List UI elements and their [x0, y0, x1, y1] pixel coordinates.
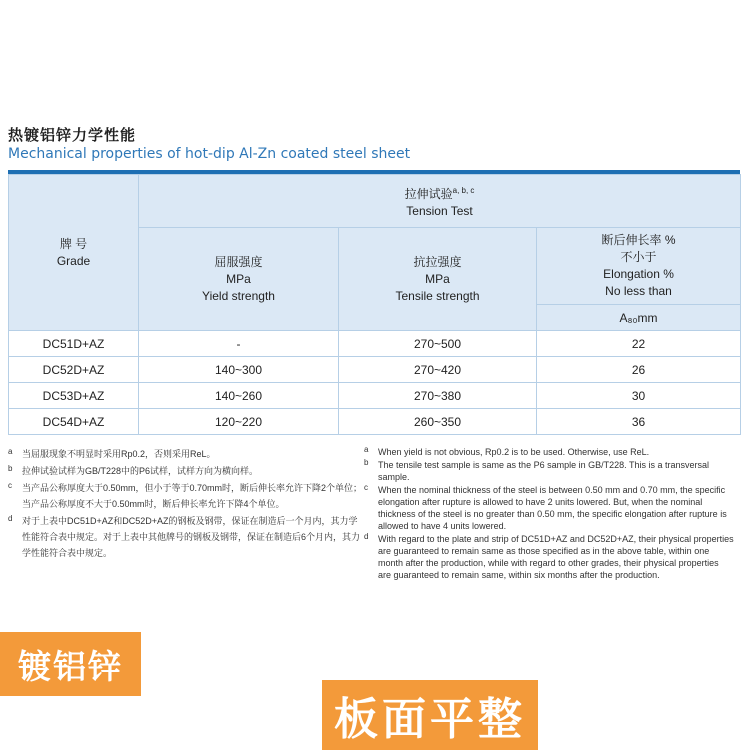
yield-header-unit: MPa [226, 271, 251, 286]
yield-header [139, 228, 339, 331]
tensile-header [339, 228, 537, 331]
table-row [9, 409, 741, 435]
elongation-header-en2: No less than [605, 284, 672, 298]
label-product-type: 镀铝锌 [0, 632, 141, 696]
doc-title-en: Mechanical properties of hot-dip Al-Zn coated steel sheet [8, 146, 411, 162]
elongation-subheader: A₈₀mm [537, 305, 741, 331]
grade-cell: DC52D+AZ [9, 357, 139, 383]
tensile-header-unit: MPa [425, 271, 450, 286]
footnote-text: 当产品公称厚度大于0.50mm，但小于等于0.70mm时，断后伸长率允许下降2个单位；当产品公称厚度不大于0.50mm时，断后伸长率允许下降4个单位。 [22, 483, 363, 509]
yield-cell: - [139, 331, 339, 357]
elongation-header [537, 228, 741, 305]
tensile-cell: 260~350 [339, 409, 537, 435]
footnote-mark: c [364, 483, 368, 492]
footnote-cn [8, 463, 366, 479]
yield-cell: 140~300 [139, 357, 339, 383]
tensile-header-cn: 抗拉强度 [413, 254, 462, 269]
yield-cell: 120~220 [139, 409, 339, 435]
footnotes-cn [8, 445, 369, 562]
yield-header-cn: 屈服强度 [214, 254, 263, 269]
footnote-text: 当屈服现象不明显时采用Rp0.2，否则采用ReL。 [22, 449, 216, 459]
grade-header-cn: 牌 号 [59, 236, 88, 251]
tensile-cell: 270~420 [339, 357, 537, 383]
grade-cell: DC53D+AZ [9, 383, 139, 409]
table-row [9, 383, 741, 409]
grade-cell: DC54D+AZ [9, 409, 139, 435]
footnote-mark: b [8, 464, 13, 473]
footnote-cn [8, 445, 369, 462]
footnotes-en [364, 446, 734, 582]
elongation-header-cn1: 断后伸长率 % [601, 233, 676, 247]
footnote-en [364, 459, 734, 483]
footnote-text: When yield is not obvious, Rp0.2 is to be used. Otherwise, use ReL. [378, 447, 650, 457]
grade-header-en: Grade [56, 253, 91, 268]
table-row [9, 357, 741, 383]
elongation-cell: 26 [537, 357, 741, 383]
footnote-mark: d [8, 514, 13, 523]
footnote-cn [8, 480, 366, 512]
footnote-text: 对于上表中DC51D+AZ和DC52D+AZ的钢板及钢带，保证在制造后一个月内，其力学性能符合表中规定。对于上表中其他牌号的钢板及钢带，保证在制造后6个月内，其力学性能符合表中规定。 [22, 516, 361, 558]
tension-test-header [139, 175, 741, 228]
footnote-mark: d [364, 532, 369, 541]
tensile-cell: 270~380 [339, 383, 537, 409]
footnote-text: When the nominal thickness of the steel is between 0.50 mm and 0.70 mm, the specific elongation after rupture is allowed to have 2 units lowered. But, when the nominal thickness of the steel is no greater than 0.50 mm, the specific elongation after rupture is allowed to have 4 units lowered. [378, 485, 727, 531]
grade-cell: DC51D+AZ [9, 331, 139, 357]
grade-header [9, 175, 139, 331]
footnote-text: The tensile test sample is same as the P6 sample in GB/T228. This is a transversal sample. [378, 460, 709, 482]
footnote-mark: b [364, 458, 369, 467]
footnote-text: With regard to the plate and strip of DC51D+AZ and DC52D+AZ, their physical properties are guaranteed to remain same as those specified as in the above table, within one month after the production, while with regard to other grades, their physical properties are guaranteed to remain same, within six months after the production. [378, 534, 734, 580]
elongation-header-en1: Elongation % [603, 267, 674, 281]
footnote-mark: c [8, 481, 12, 490]
footnote-cn [8, 513, 369, 561]
label-feature: 板面平整 [322, 680, 538, 750]
footnote-en [364, 533, 734, 581]
elongation-cell: 30 [537, 383, 741, 409]
tensile-header-en: Tensile strength [395, 288, 480, 303]
elongation-cell: 22 [537, 331, 741, 357]
mechanical-properties-table [8, 174, 741, 435]
footnote-mark: a [364, 445, 369, 454]
footnote-mark: a [8, 447, 13, 456]
tension-header-en: Tension Test [406, 204, 473, 218]
doc-title-cn: 热镀铝锌力学性能 [8, 126, 137, 144]
tension-header-cn: 拉伸试验 [404, 187, 453, 201]
elongation-header-cn2: 不小于 [620, 250, 657, 264]
yield-cell: 140~260 [139, 383, 339, 409]
table-row [9, 331, 741, 357]
yield-header-en: Yield strength [202, 288, 275, 303]
footnote-en [364, 484, 734, 532]
tensile-cell: 270~500 [339, 331, 537, 357]
footnote-en [364, 446, 734, 458]
footnote-text: 拉伸试验试样为GB/T228中的P6试样，试样方向为横向样。 [22, 466, 259, 476]
tension-header-sup: a, b, c [452, 186, 475, 195]
elongation-cell: 36 [537, 409, 741, 435]
